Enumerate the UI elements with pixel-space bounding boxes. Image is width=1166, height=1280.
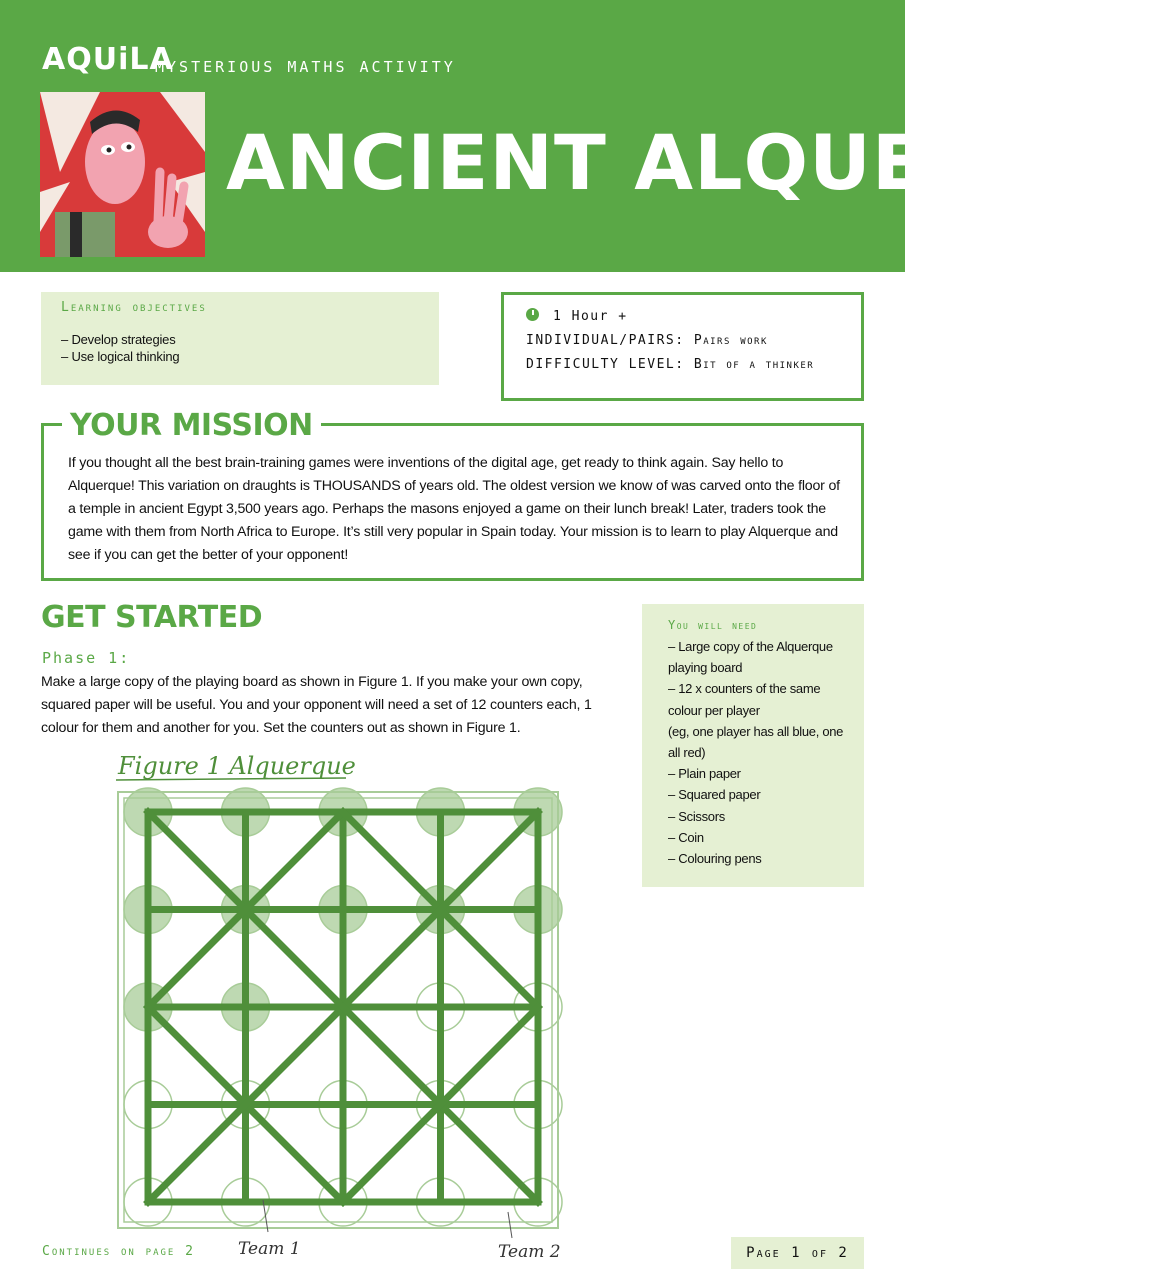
needs-heading: You will need xyxy=(668,618,758,632)
pairs-label: INDIVIDUAL/PAIRS: xyxy=(526,333,685,348)
needs-item: – Coin xyxy=(668,829,704,845)
mission-heading: YOUR MISSION xyxy=(62,408,321,443)
continues-note: Continues on page 2 xyxy=(42,1244,195,1259)
objectives-heading: Learning objectives xyxy=(61,300,207,315)
activity-info-box xyxy=(501,292,864,401)
team-2-label: Team 2 xyxy=(498,1242,561,1262)
get-started-heading: GET STARTED xyxy=(41,600,263,635)
figure-caption: Figure 1 Alquerque xyxy=(118,752,356,780)
difficulty-label: DIFFICULTY LEVEL: xyxy=(526,357,685,372)
pairs-value: Pairs work xyxy=(693,333,768,348)
brand-subtitle: MYSTERIOUS MATHS ACTIVITY xyxy=(155,58,456,76)
mascot-illustration xyxy=(40,92,205,257)
clock-icon xyxy=(526,308,539,321)
needs-item: (eg, one player has all blue, one all red) xyxy=(668,723,844,761)
needs-item: – Scissors xyxy=(668,808,725,824)
pairs-row xyxy=(526,329,861,353)
header-banner xyxy=(0,0,1166,272)
team-1-label: Team 1 xyxy=(238,1239,301,1259)
needs-item: – Squared paper xyxy=(668,787,761,803)
alquerque-board-figure xyxy=(108,742,570,1262)
learning-objectives-box xyxy=(41,292,439,385)
page-title: ANCIENT ALQUERQUE xyxy=(226,118,1166,207)
brand-logo: AQUiLA xyxy=(42,42,174,77)
you-will-need-box xyxy=(642,604,864,887)
needs-item: – Large copy of the Alquerque playing board xyxy=(668,639,833,676)
mission-text: If you thought all the best brain-training games were inventions of the digital age, get ready to think again. Say hello to Alquerque! This variation on draughts is THOUSANDS of years old. The oldest version we know of was carved onto the floor of a temple in ancient Egypt 3,500 years ago. Perhaps the masons enjoyed a game on their lunch break! Later, traders took the game with them from North Africa to Europe. It’s still very popular in Spain today. Your mission is to learn to play Alquerque and see if you can get the better of your opponent! xyxy=(68,455,840,563)
page-number-badge: Page 1 of 2 xyxy=(731,1237,864,1269)
difficulty-value: Bit of a thinker xyxy=(693,357,815,372)
objective-item: – Develop strategies xyxy=(61,332,176,347)
phase-label: Phase 1: xyxy=(42,649,131,667)
difficulty-row xyxy=(526,353,861,377)
mission-box xyxy=(41,408,864,581)
objective-item: – Use logical thinking xyxy=(61,349,180,364)
needs-item: – 12 x counters of the same colour per player xyxy=(668,681,821,718)
needs-item: – Plain paper xyxy=(668,766,741,782)
board-lines xyxy=(148,812,538,1202)
board-svg xyxy=(108,742,570,1262)
phase-text: Make a large copy of the playing board as shown in Figure 1. If you make your own copy, squared paper will be useful. You and your opponent will need a set of 12 counters each, 1 colour for them and another for you. Set the counters out as shown in Figure 1. xyxy=(41,674,592,736)
duration-row xyxy=(526,305,861,329)
duration-value: 1 Hour + xyxy=(553,309,628,324)
needs-item: – Colouring pens xyxy=(668,851,762,867)
